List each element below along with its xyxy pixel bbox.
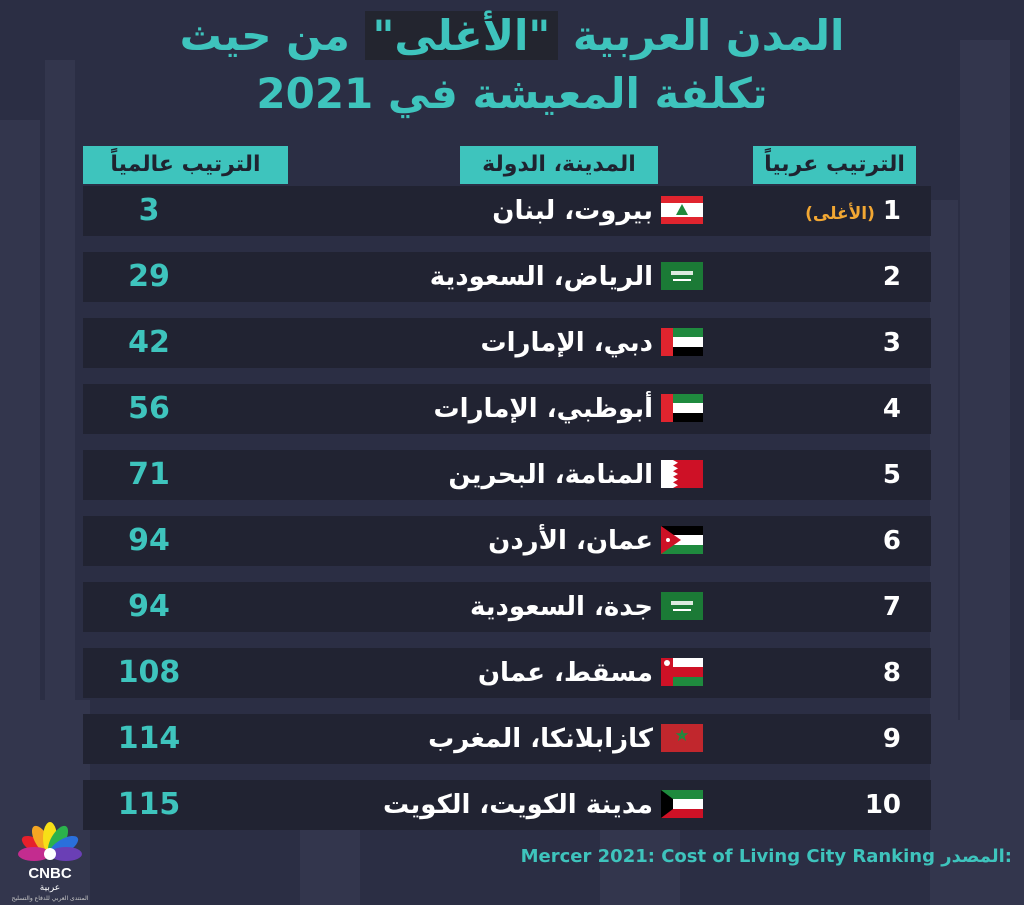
world-rank: 94 [128,589,170,624]
logo-sub: عربية [39,883,61,893]
morocco-flag-icon [661,724,703,752]
bahrain-flag-icon [661,460,703,488]
table-row [83,714,931,764]
table-row [83,516,931,566]
table-row [83,648,931,698]
city-country: جدة، السعودية [469,592,653,622]
table-row [83,186,931,236]
city-country: بيروت، لبنان [492,196,653,226]
arab-rank-value: 7 [882,592,901,622]
world-rank: 114 [117,721,181,756]
city-country: الرياض، السعودية [429,262,653,292]
arab-rank [883,252,901,302]
header-arab-rank: الترتيب عربياً [753,146,916,184]
arab-rank-value: 1 [882,196,901,226]
city-country: مدينة الكويت، الكويت [382,790,653,820]
table-row [83,252,931,302]
table-row [83,450,931,500]
arab-rank [805,186,901,239]
source-note [521,846,1012,867]
arab-rank [883,516,901,566]
world-rank: 56 [128,391,170,426]
arab-rank [883,318,901,368]
arab-rank [883,648,901,698]
world-rank: 108 [117,655,181,690]
arab-rank [865,780,901,830]
uae-flag-icon [661,394,703,422]
most-expensive-note: (الأغلى) [805,204,875,224]
uae-flag-icon [661,328,703,356]
arab-rank [883,384,901,434]
world-rank: 94 [128,523,170,558]
arab-rank-value: 2 [882,262,901,292]
page-title-line2: تكلفة المعيشة في 2021 [256,69,768,118]
table-row [83,582,931,632]
arab-rank-value: 3 [882,328,901,358]
jordan-flag-icon [661,526,703,554]
kuwait-flag-icon [661,790,703,818]
arab-rank-value: 6 [882,526,901,556]
arab-rank [883,450,901,500]
source-text: Mercer 2021: Cost of Living City Ranking [520,846,936,867]
title-post: من حيث [179,11,350,60]
title-pre: المدن العربية [572,11,845,60]
arab-rank [883,714,901,764]
title-highlight: "الأغلى" [365,11,559,60]
table-row [83,384,931,434]
world-rank: 115 [117,787,181,822]
city-country: المنامة، البحرين [448,460,653,490]
arab-rank-value: 9 [882,724,901,754]
page-title-line1 [0,8,1024,64]
saudi-flag-icon [661,592,703,620]
world-rank: 29 [128,259,170,294]
oman-flag-icon [661,658,703,686]
world-rank: 42 [128,325,170,360]
city-country: عمان، الأردن [488,526,653,556]
city-country: كازابلانكا، المغرب [428,724,653,754]
source-label: المصدر: [941,846,1012,867]
table-row [83,318,931,368]
logo-caption: المنتدى العربي للدفاع والتسليح [11,895,89,902]
table-row [83,780,931,830]
arab-rank-value: 5 [882,460,901,490]
saudi-flag-icon [661,262,703,290]
header-city-country: المدينة، الدولة [460,146,658,184]
cnbc-arabia-logo [8,816,92,902]
arab-rank-value: 8 [882,658,901,688]
world-rank: 71 [128,457,170,492]
city-country: أبوظبي، الإمارات [433,394,653,424]
arab-rank-value: 10 [864,790,901,820]
city-country: مسقط، عمان [477,658,653,688]
lebanon-flag-icon [661,196,703,224]
logo-brand: CNBC [28,865,72,882]
world-rank: 3 [138,193,160,228]
city-country: دبي، الإمارات [480,328,653,358]
arab-rank-value: 4 [882,394,901,424]
header-world-rank: الترتيب عالمياً [83,146,288,184]
arab-rank [883,582,901,632]
